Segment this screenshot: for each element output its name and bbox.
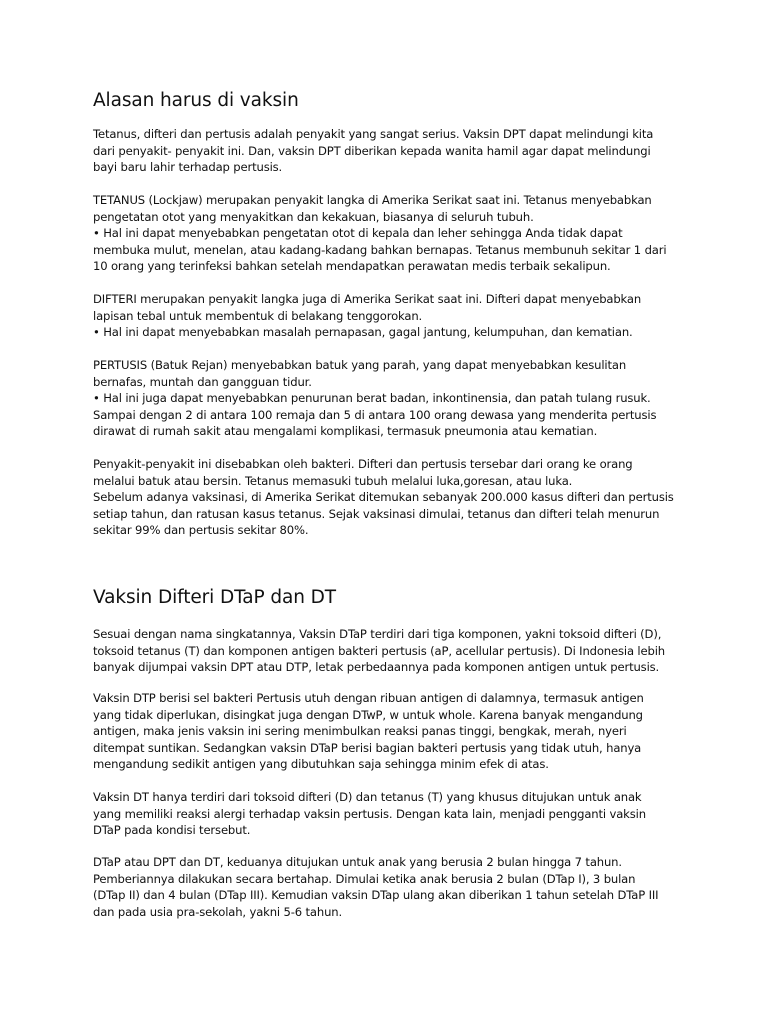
paragraph-dtap-intro [93, 626, 665, 676]
text-line: lapisan tebal untuk membentuk di belakang tenggorokan. [93, 308, 423, 323]
text-line: (DTap II) dan 4 bulan (DTap III). Kemudian vaksin DTap ulang akan diberikan 1 tahun setelah DTaP III [93, 888, 659, 902]
paragraph-difteri [93, 291, 641, 341]
paragraph-tetanus [93, 192, 666, 275]
text-line: Pemberiannya dilakukan secara bertahap. Dimulai ketika anak berusia 2 bulan (DTap I), 3 bulan [93, 871, 636, 886]
paragraph-dt [93, 789, 646, 839]
paragraph-intro [93, 126, 653, 176]
text-line: melalui batuk atau bersin. Tetanus memasuki tubuh melalui luka,goresan, atau luka. [93, 473, 573, 488]
text-line: mengandung sedikit antigen yang dibutuhkan saja sehingga minim efek di atas. [93, 757, 549, 771]
text-line: PERTUSIS (Batuk Rejan) menyebabkan batuk yang parah, yang dapat menyebabkan kesulitan [93, 358, 627, 372]
text-line: dan pada usia pra-sekolah, yakni 5-6 tahun. [93, 904, 343, 919]
text-line: dirawat di rumah sakit atau mengalami komplikasi, termasuk pneumonia atau kematian. [93, 424, 598, 438]
text-line: Sesuai dengan nama singkatannya, Vaksin DTaP terdiri dari tiga komponen, yakni toksoid difteri (D), [93, 627, 662, 641]
text-line: TETANUS (Lockjaw) merupakan penyakit langka di Amerika Serikat saat ini. Tetanus menyebabkan [93, 193, 652, 207]
text-line: sekitar 99% dan pertusis sekitar 80%. [93, 523, 309, 537]
bullet-line: • Hal ini dapat menyebabkan masalah pernapasan, gagal jantung, kelumpuhan, dan kematian. [93, 325, 633, 339]
bullet-line: • Hal ini dapat menyebabkan pengetatan otot di kepala dan leher sehingga Anda tidak dapat [93, 226, 623, 240]
text-line: Vaksin DT hanya terdiri dari toksoid difteri (D) dan tetanus (T) yang khusus ditujukan untuk anak [93, 790, 642, 804]
text-line: bernafas, muntah dan gangguan tidur. [93, 374, 312, 389]
text-line: bayi baru lahir terhadap pertusis. [93, 160, 283, 174]
text-line: Vaksin DTP berisi sel bakteri Pertusis utuh dengan ribuan antigen di dalamnya, termasuk antigen [93, 691, 644, 705]
text-line: toksoid tetanus (T) dan komponen antigen bakteri pertusis (aP, acellular pertusis). Di Indonesia lebih [93, 643, 665, 658]
text-line: Sampai dengan 2 di antara 100 remaja dan 5 di antara 100 orang dewasa yang menderita pertusis [93, 407, 657, 422]
paragraph-bakteri [93, 456, 674, 539]
text-line: antigen, maka jenis vaksin ini sering menimbulkan reaksi panas tinggi, bengkak, merah, nyeri [93, 724, 627, 738]
text-line: DTaP pada kondisi tersebut. [93, 823, 251, 837]
text-line: ditempat suntikan. Sedangkan vaksin DTaP berisi bagian bakteri pertusis yang tidak utuh, hanya [93, 740, 642, 755]
heading-alasan-vaksin: Alasan harus di vaksin [93, 90, 299, 111]
paragraph-jadwal [93, 854, 658, 920]
bullet-line: • Hal ini juga dapat menyebabkan penurunan berat badan, inkontinensia, dan patah tulang rusuk. [93, 391, 651, 405]
text-line: membuka mulut, menelan, atau kadang-kadang bahkan bernapas. Tetanus membunuh sekitar 1 dari [93, 242, 667, 257]
text-line: yang memiliki reaksi alergi terhadap vaksin pertusis. Dengan kata lain, menjadi pengganti vaksin [93, 806, 646, 821]
text-line: DIFTERI merupakan penyakit langka juga di Amerika Serikat saat ini. Difteri dapat menyebabkan [93, 292, 642, 306]
text-line: Penyakit-penyakit ini disebabkan oleh bakteri. Difteri dan pertusis tersebar dari orang ke orang [93, 457, 633, 471]
heading-vaksin-difteri: Vaksin Difteri DTaP dan DT [93, 587, 336, 608]
text-line: Sebelum adanya vaksinasi, di Amerika Serikat ditemukan sebanyak 200.000 kasus difteri dan pertusis [93, 490, 674, 504]
text-line: DTaP atau DPT dan DT, keduanya ditujukan untuk anak yang berusia 2 bulan hingga 7 tahun. [93, 855, 622, 869]
text-line: pengetatan otot yang menyakitkan dan kekakuan, biasanya di seluruh tubuh. [93, 209, 534, 224]
text-line: banyak dijumpai vaksin DPT atau DTP, letak perbedaannya pada komponen antigen untuk pertusis. [93, 660, 660, 674]
text-line: dari penyakit- penyakit ini. Dan, vaksin DPT diberikan kepada wanita hamil agar dapat melindungi [93, 143, 651, 158]
paragraph-pertusis [93, 357, 656, 440]
text-line: 10 orang yang terinfeksi bahkan setelah mendapatkan perawatan medis terbaik sekalipun. [93, 259, 611, 273]
text-line: setiap tahun, dan ratusan kasus tetanus. Sejak vaksinasi dimulai, tetanus dan difteri telah menurun [93, 506, 660, 521]
text-line: yang tidak diperlukan, disingkat juga dengan DTwP, w untuk whole. Karena banyak mengandung [93, 707, 643, 722]
text-line: Tetanus, difteri dan pertusis adalah penyakit yang sangat serius. Vaksin DPT dapat melindungi kita [93, 127, 654, 141]
paragraph-dtp [93, 690, 644, 773]
